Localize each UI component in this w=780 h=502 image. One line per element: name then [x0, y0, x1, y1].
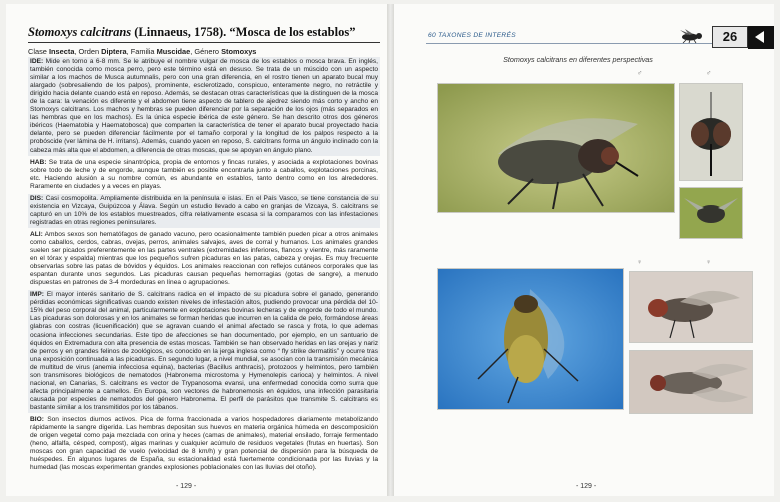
species-author: (Linnaeus, 1758). [131, 25, 230, 39]
section-text: Son insectos diurnos activos. Pica de forma fraccionada a varios hospedadores diariamente metabolizando rápidamente la sangre digerida. Las hembras depositan sus huevos en materia orgánica húmeda en descomposición de origen vegetal como paja mezclada con orina y heces (camas de animales), material ensilado, forraje fermentado (heno, alfalfa, césped, compost), algas marinas y cualquier acúmulo de residuos vegetales (frutas en huertas). Son moscas con gran capacidad de vuelo (velocidad de 8 km/h) y gran potencial de dispersión para la búsqueda de huéspedes. En algunos lugares de España, su estacionalidad está fuertemente condicionada por las lluvias y la humedad (las moscas experimentan grandes explosiones poblacionales con las lluvias del otoño). [30, 415, 378, 472]
class-value: Insecta [48, 47, 75, 56]
section-key: ALI: [30, 230, 43, 238]
figure-caption: Stomoxys calcitrans en diferentes perspectivas [503, 55, 653, 64]
genus-label: , Género [190, 47, 222, 56]
section-text: Se trata de una especie sinantrópica, propia de entornos y fincas rurales, y asociada a explotaciones bovinas sobre todo de leche y de engorde, aunque también es posible encontrarla junto a caballos, explotaciones porcinas, etc. Haciendo alusión a su nombre común, es abundante en establos, tanto dentro como en los alrededores. Raramente en ciudades y a veces en playas. [30, 158, 378, 190]
order-label: , Orden [74, 47, 102, 56]
section-key: BIO: [30, 415, 44, 423]
fly-icon [676, 28, 706, 44]
right-page-number: - 129 - [576, 483, 597, 490]
class-label: Clase [28, 47, 49, 56]
page-title [28, 25, 378, 40]
species-description [28, 57, 380, 475]
female-symbol: ♀ [706, 259, 712, 266]
family-label: , Familia [126, 47, 157, 56]
section-importance [28, 290, 380, 413]
section-text: Mide en torno a 6-8 mm. Se le atribuye el nombre vulgar de mosca de los establos o mosca brava. En inglés, también conocida como mosca perro, pero este término está en desuso. Se trata de un múscido con un aspecto similar a los machos de Musca autumnalis, pero con una gran diferencia, en el rostro tienen un aparato bucal muy alargado (sobresaliendo de los palpos), prominente, esclerotizado, conspicuo, enteramente negro, no retráctile y dirigido hacia delante cuando está en reposo. Además, se destacan otras características que la distinguen de la mosca de la cara: la venación es diferente y el abdomen tiene aspecto de tablero de ajedrez siendo más corto y ancho en Stomoxys calcitrans. Los machos y hembras se pueden diferenciar por la separación de los ojos (más separados en las hembras que en los machos). Es la única especie ibérica de este género. Se han descrito otros dos géneros ibéricos (Haematobia y Haematobosca) que comparten la característica de tener el aparato bucal proyectado hacia delante, pero se pueden diferenciar fácilmente por el tamaño corporal y la longitud de los palpos respecto a la probóscide (ver lámina de H. irritans). Además, cuando yacen en reposo, S. calcitrans forma un ángulo inclinado con la cabeza más alta que el abdomen, a diferencia de otras moscas, que se apoyan en ángulo plano. [30, 58, 378, 154]
section-feeding [28, 230, 380, 288]
section-identification [28, 57, 380, 156]
photo-male-side-view [437, 83, 675, 213]
genus-value: Stomoxys [221, 47, 257, 56]
photo-female-dorsal [629, 350, 753, 414]
title-divider [28, 42, 380, 43]
section-biology [28, 415, 380, 473]
plate-number: 26 [712, 26, 748, 48]
order-value: Diptera [101, 47, 127, 56]
section-key: HAB: [30, 158, 47, 166]
common-name: “Mosca de los establos” [229, 25, 356, 39]
section-text: El mayor interés sanitario de S. calcitrans radica en el impacto de su picadura sobre el ganado, generando pérdidas económicas significativas cuando existen niveles de infestación altos, pudiendo provocar una pérdida del 10-15% del peso corporal del animal, particularmente en explotaciones bovinas lecheras y de engorde de todo el mundo. Las picaduras son dolorosas y en los animales se forman heridas que incurren en la calida de pelo, formándose áreas glabras con costras (licuenificación) que se agravan cuando el animal afectado se rasca y frota, lo que ademas ocasiona infecciones secundarias. Este tipo de afecciones se han documentado, por ejemplo, en un santuario de équidos en Extremadura con alta presencia de estas moscas. También se han observado heridas en las orejas y nariz de perros y en grandes felinos de zoológicos, es conocido en la jerga inglesa como “ fly strike dermatitis” y ocurre tras una exposición continuada a las picaduras. En segundo lugar, a nivel mundial, se asocian con la transmisión mecánica de multitud de virus (anemia infecciosa equina), bacterias (Bacillus anthracis), protozoos y helmintos, pero también son transmisores biológicos de nematodos (Habronema microstoma y Hymenolepis carioca) y helmintos. A nivel nacional, en Canarias, S. calcitrans es vector de Trypanosoma evansi, una enfermedad conocida como surra que afecta principalmente a camellos. En Europa, son vectores de habronemosis en équidos, una infección parasitaria causada por especies de nematodos del género Habronema. El perfil de parásitos que transmite S. calcitrans es bastante similar a los transmitidos por los tábanos. [30, 291, 378, 411]
plate-arrow-icon [748, 26, 774, 49]
section-text: Ambos sexos son hematófagos de ganado vacuno, pero ocasionalmente también pueden picar a otros animales como caballos, cerdos, cabras, ovejas, perros, animales salvajes, aves de corral y humanos. Los animales grandes suelen ser picados preferentemente en las partes ventrales (extremidades inferiores, flancos y vientre, más raramente en el tórax y espalda) mientras que los pequeños sufren picaduras en las patas, cabeza y orejas. Es muy frecuente observarlas sobre las patas de bóvidos y équidos. Los animales reaccionan con reflejos cutáneos corporales que las espantan durante unos segundos. Las picaduras causan pequeñas hemorragias (gotas de sangre), a menudo dispuestas en patrones de 3-4 mordeduras en línea o agrupaciones. [30, 230, 378, 287]
section-key: IMP: [30, 291, 44, 299]
family-value: Muscidae [156, 47, 191, 56]
female-symbol: ♀ [637, 259, 643, 266]
left-page [6, 4, 387, 496]
book-gutter [387, 4, 394, 496]
left-page-number: - 129 - [176, 483, 197, 490]
section-key: DIS: [30, 194, 44, 202]
classification-line [28, 47, 256, 56]
section-text: Casi cosmopolita. Ampliamente distribuida en la península e islas. En el País Vasco, se tiene constancia de su existencia en Vizcaya, Guipúzcoa y Álava. Según un estudio llevado a cabo en granjas de Vizcaya, S. calcitrans se capturó en un 10% de los establos muestreados, cifra relativamente escasa si la comparamos con las infestaciones registradas en otras regiones peninsulares. [30, 194, 378, 226]
photo-male-head-front [679, 83, 743, 181]
section-key: IDE: [30, 58, 44, 65]
male-symbol: ♂ [706, 70, 712, 77]
species-name: Stomoxys calcitrans [28, 25, 132, 39]
running-header: 60 TAXONES DE INTERÉS [428, 32, 516, 39]
section-distribution [28, 194, 380, 228]
section-habitat [28, 158, 380, 192]
photo-female-on-blue [437, 268, 624, 410]
right-page [394, 4, 774, 496]
male-symbol: ♂ [637, 70, 643, 77]
photo-female-side-view [629, 271, 753, 343]
photo-male-dorsal [679, 187, 743, 239]
